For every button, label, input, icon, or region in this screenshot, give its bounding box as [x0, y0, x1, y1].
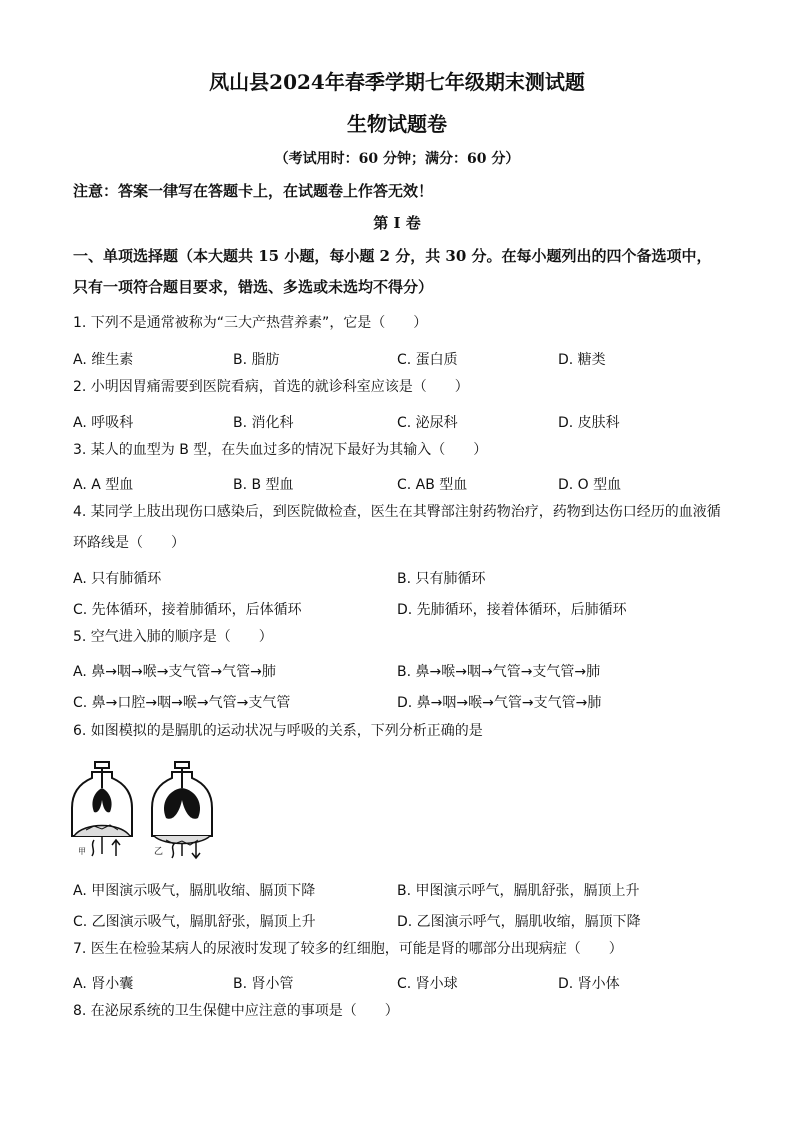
question-stem: 7. 医生在检验某病人的尿液时发现了较多的红细胞，可能是肾的哪部分出现病症（ ） — [73, 941, 623, 957]
option-a: A. A 型血 — [73, 477, 134, 493]
page-subtitle: 生物试题卷 — [347, 112, 447, 136]
option-b: B. 只有肺循环 — [397, 571, 486, 587]
option-c: C. 蛋白质 — [397, 352, 458, 368]
option-b: B. 消化科 — [233, 415, 294, 431]
question-stem: 6. 如图模拟的是膈肌的运动状况与呼吸的关系，下列分析正确的是 — [73, 723, 483, 739]
option-d: D. 先肺循环，接着体循环，后肺循环 — [397, 602, 627, 618]
option-b: B. 脂肪 — [233, 352, 280, 368]
question-stem: 4. 某同学上肢出现伤口感染后，到医院做检查，医生在其臀部注射药物治疗，药物到达伤口经历的血液循环路线是（ ） — [73, 504, 721, 551]
section-heading: 一、单项选择题（本大题共 15 小题，每小题 2 分，共 30 分。在每小题列出的四个备选项中，只有一项符合题目要求，错选、多选或未选均不得分） — [73, 247, 712, 296]
option-c: C. AB 型血 — [397, 477, 468, 493]
question-stem: 3. 某人的血型为 B 型，在失血过多的情况下最好为其输入（ ） — [73, 442, 488, 458]
label-yi: 乙 — [154, 847, 164, 857]
bell-jar-jia — [72, 762, 132, 856]
question-stem: 2. 小明因胃痛需要到医院看病，首选的就诊科室应该是（ ） — [73, 379, 469, 395]
option-d: D. 皮肤科 — [558, 415, 620, 431]
question-stem: 8. 在泌尿系统的卫生保健中应注意的事项是（ ） — [73, 1003, 399, 1019]
option-c: C. 乙图演示吸气，膈肌舒张，膈顶上升 — [73, 914, 316, 930]
option-c: C. 泌尿科 — [397, 415, 458, 431]
option-d: D. 鼻→咽→喉→气管→支气管→肺 — [397, 695, 602, 711]
page-title: 凤山县2024年春季学期七年级期末测试题 — [209, 70, 585, 94]
option-b: B. 肾小管 — [233, 976, 294, 992]
option-b: B. 鼻→喉→咽→气管→支气管→肺 — [397, 664, 601, 680]
option-d: D. O 型血 — [558, 477, 622, 493]
option-a: A. 甲图演示吸气，膈肌收缩、膈顶下降 — [73, 883, 316, 899]
label-jia: 甲 — [78, 847, 86, 856]
question-stem: 5. 空气进入肺的顺序是（ ） — [73, 629, 273, 645]
option-d: D. 糖类 — [558, 352, 606, 368]
option-a: A. 鼻→咽→喉→支气管→气管→肺 — [73, 664, 276, 680]
option-d: D. 乙图演示呼气，膈肌收缩，膈顶下降 — [397, 914, 641, 930]
option-d: D. 肾小体 — [558, 976, 620, 992]
option-c: C. 鼻→口腔→咽→喉→气管→支气管 — [73, 695, 291, 711]
option-b: B. 甲图演示呼气，膈肌舒张，膈顶上升 — [397, 883, 640, 899]
option-a: A. 呼吸科 — [73, 415, 134, 431]
option-a: A. 只有肺循环 — [73, 571, 162, 587]
exam-meta: （考试用时：60 分钟；满分：60 分） — [274, 151, 520, 167]
option-c: C. 先体循环，接着肺循环，后体循环 — [73, 602, 302, 618]
exam-notice: 注意：答案一律写在答题卡上，在试题卷上作答无效！ — [73, 182, 434, 200]
diaphragm-model-figure — [68, 758, 238, 862]
option-a: A. 维生素 — [73, 352, 134, 368]
option-a: A. 肾小囊 — [73, 976, 134, 992]
option-c: C. 肾小球 — [397, 976, 458, 992]
part-label: 第 I 卷 — [373, 214, 421, 232]
bell-jar-yi — [152, 762, 212, 858]
option-b: B. B 型血 — [233, 477, 294, 493]
question-stem: 1. 下列不是通常被称为“三大产热营养素”，它是（ ） — [73, 315, 428, 331]
